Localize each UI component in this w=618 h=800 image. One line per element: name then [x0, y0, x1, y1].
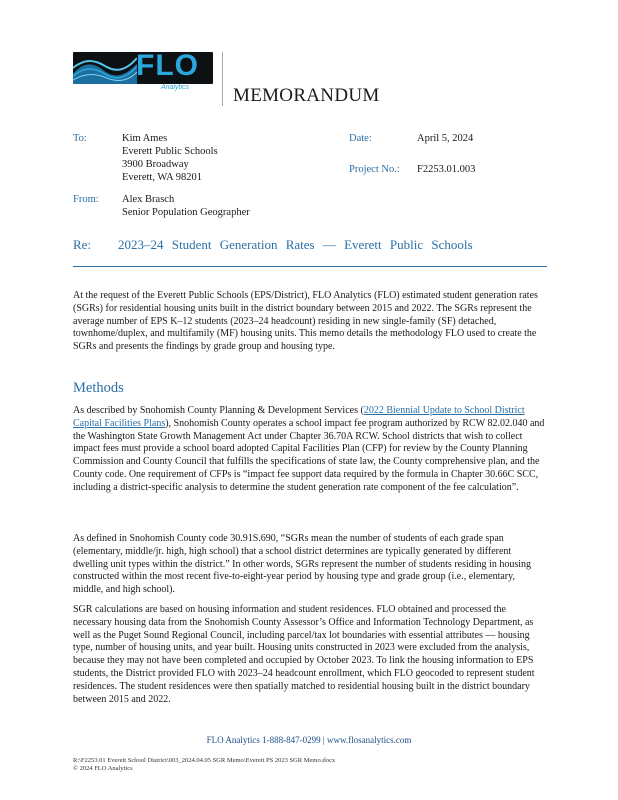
recipient-block [122, 132, 218, 184]
logo-wordmark: FLO [136, 52, 199, 82]
capital-facilities-plans-link[interactable]: 2022 Biennial Update to School District Capital Facilities Plans [73, 405, 525, 429]
wave-icon [73, 52, 137, 84]
methods-paragraph-3: SGR calculations are based on housing information and student residences. FLO obtained and processed the necessary housing data from the Snohomish County Assessor’s Office and Information Technology Department, as well as the Puget Sound Regional Council, including parcel/tax lot boundaries with essential attributes — housing type, number of housing units, and year built. Housing units constructed in 2023 were excluded from the analysis, because they may not have been completed and occupied by October 2023. To link the housing information to EPS students, the District provided FLO with 2023–24 headcount enrollment, which FLO geocoded to represent student residences. The student residences were then spatially matched to residential housing built in the district boundary between 2015 and 2022. [73, 604, 535, 705]
footer-company: FLO Analytics [206, 735, 260, 745]
footer-website[interactable]: www.flosanalytics.com [326, 735, 412, 745]
recipient-city: Everett, WA 98201 [122, 172, 203, 183]
subject-line: 2023–24 Student Generation Rates — Everett Public Schools [118, 237, 473, 252]
methods-heading: Methods [73, 380, 124, 396]
methods-paragraph-2: As defined in Snohomish County code 30.91S.690, “SGRs mean the number of students of each grade span (elementary, middle/jr. high, high school) that a school district determines are typically generated by different dwelling unit types within the district.” In other words, SGRs represent the number of students residing in housing constructed within the most recent five-to-eight-year period by housing type and grade group (i.e., elementary, middle, and high school). [73, 533, 531, 596]
intro-paragraph: At the request of the Everett Public Schools (EPS/District), FLO Analytics (FLO) estimated student generation rates (SGRs) for residential housing units built in the district boundary between 2015 and 2022. The SGRs represent the average number of EPS K–12 students (2023–24 headcount) residing in new single-family (SF) detached, townhome/duplex, and multifamily (MF) housing units. This memo details the methodology FLO used to create the SGRs and presents the findings by grade group and housing type. [73, 290, 538, 353]
date-value: April 5, 2024 [417, 133, 474, 144]
methods-paragraph-1: As described by Snohomish County Planning & Development Services (2022 Biennial Update to School District Capital Facilities Plans), Snohomish County operates a school impact fee program authorized by RCW 82.02.040 and the Washington State Growth Management Act under Chapter 36.70A RCW. School districts that wish to collect impact fees must provide a school board adopted Capital Facilities Plan (CFP) for review by the County Planning Commission and County Council that fulfills the specifications of state law, the County comprehensive plan, and the County code. One requirement of CFPs is “impact fee support data required by the formula in Chapter 30.66C SCC, including a district-specific analysis to determine the student generation rate component of the fee calculation”. [73, 405, 545, 493]
footer-phone: 1-888-847-0299 [262, 735, 321, 745]
copyright-note: © 2024 FLO Analytics [73, 765, 133, 772]
date-label: Date: [349, 133, 372, 144]
recipient-street: 3900 Broadway [122, 159, 189, 170]
project-number: F2253.01.003 [417, 164, 476, 175]
project-label: Project No.: [349, 164, 400, 175]
recipient-org: Everett Public Schools [122, 146, 218, 157]
recipient-name: Kim Ames [122, 133, 168, 144]
logo-tagline: Analytics [160, 84, 189, 91]
memo-title: MEMORANDUM [233, 85, 380, 106]
footer-separator: | [322, 735, 325, 745]
re-label: Re: [73, 237, 92, 252]
file-path-note: R:\F2253.01 Everett School District\003_2024.04.05 SGR Memo\Everett PS 2023 SGR Memo.docx [73, 757, 335, 764]
sender-title: Senior Population Geographer [122, 207, 250, 218]
sender-name: Alex Brasch [122, 194, 175, 205]
to-label: To: [73, 133, 87, 144]
from-label: From: [73, 194, 99, 205]
sender-block [122, 193, 250, 219]
subject-rule [73, 266, 547, 267]
flo-analytics-logo [73, 52, 213, 84]
page-footer [0, 735, 618, 745]
header-divider [222, 52, 223, 106]
